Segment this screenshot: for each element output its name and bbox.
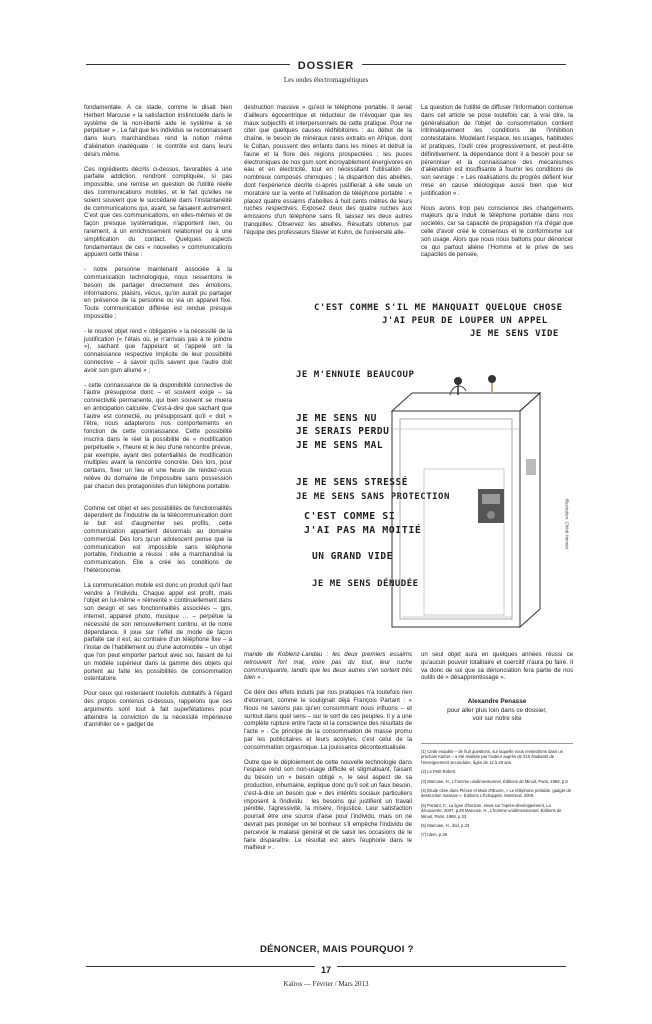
illustration-phrase: JE ME SENS MAL (296, 440, 384, 451)
paragraph: Nous avons trop peu conscience des changements majeurs qu'a induit le téléphone portable dans nos sociétés, car sa capacité de propagation n'a d'égal que celle d'avoir créé le consensus et le conformisme sur son usage. Alors que nous nous battons pour dénoncer ce qui partout aliène l'Homme et le prive de ses capacités de pensée, (421, 204, 573, 259)
author-name: Alexandre Penasse (467, 698, 527, 706)
footnote: (5) Partant, F., La ligne d'horizon, essai sur l'après-développement, La découverte, 2007, p.29 Marcuse, H., L'homme unidimensionnel, Éditions de Minuit, Paris, 1968, p.33 (421, 802, 562, 819)
paragraph: Ce déni des effets induits par nos pratiques n'a toutefois rien d'étonnant, comme le soulignait déjà François Partant : « Nous ne savons pas qu'en consommant nous influons – et surtout dans quel sens – sur le sort de ces peuples. Il y a une complète rupture entre l'acte et la conscience des résultats de l'acte » . Ce principe de la consommation de masse promu par les publicitaires et leurs acolytes, c'est celui de la consommation orgasmique. La jouissance décontextualisée. (244, 689, 412, 751)
illustration-phrase: JE ME SENS DÉNUDÉE (312, 579, 419, 589)
illustration-phrase: UN GRAND VIDE (312, 551, 393, 562)
paragraph: mande de Koblenz-Landau : les deux premiers essaims retrouvent fort mal, voire pas du tout, leur ruche communiquante, tandis que les deux autres s'en sortent très bien » . (244, 651, 412, 682)
page-number: 17 (315, 965, 337, 975)
paragraph: Pour ceux qui resteraient toutefois dubitatifs à l'égard des propos contenus ci-dessus, rappelons que ces arguments sont tout à fait superfétatoires pour atteindre la conviction de la nécessité impérieuse d'annihiler ce « gadget de (84, 690, 232, 729)
section-subheading: DÉNONCER, MAIS POURQUOI ? (260, 944, 414, 955)
illustration-phrase: JE SERAIS PERDU (296, 426, 390, 437)
paragraph: destruction massive » qu'est le téléphone portable. Il serait d'ailleurs égocentrique et réducteur de n'évoquer que les maux subjectifs et interpersonnels de cette pratique. Pour ne citer que quelques causes rédhibitoires : au début de la chaîne, le besoin de minéraux rares extraits en Afrique, dont le Coltan, poussent des enfants dans les mines et détruit la faune et la flore des régions prospectées ; les puces électroniques de nos gsm sont incroyablement énergivores en eau et en électricité, tout en nécessitant l'utilisation de nombreux composés chimiques ; la disparition des abeilles, dont l'expérience décrite ci-après justifierait à elle seule un moratoire sur la vente et l'utilisation de téléphone portable : « placez quatre essaims d'abeilles à huit cents mètres de leurs ruches respectives. Exposez deux des quatre ruches aux émissions d'un téléphone sans fil, laissez les deux autres tranquilles. Observez les abeilles. Résultats obtenus par l'équipe des professeurs Stever et Kuhn, de l'université alle- (244, 104, 412, 236)
paragraph: - notre personne maintenant associée à la communication technologique, nous ressentons le besoin de partager directement des émotions, informations, plaisirs, vécus, qu'on aurait pu partager en présence de la personne ou via un appareil fixe. Toute communication différée est rendue presque impossible ; (84, 266, 232, 320)
paragraph: La question de l'utilité de diffuser l'information contenue dans cet article se pose toutefois car, à vrai dire, la généralisation de l'objet de consommation contient intrinsèquement les conditions de l'inhibition contestataire. Modelant l'espace, les usages, habitudes et pratiques, l'outil crée progressivement, et peut-être définitivement, la dépendance dont il a besoin pour se pérenniser et la connaissance des mécanismes d'aliénation est insuffisante à fournir les conditions de son sevrage : « Les réalisations du progrès défient leur mise en cause idéologique aussi bien que leur justification » . (421, 104, 573, 197)
illustration-phrase: JE M'ENNUIE BEAUCOUP (296, 370, 415, 380)
section-subtitle: Les ondes électromagnétiques (283, 76, 369, 84)
illustration-phrase: JE ME SENS NU (296, 413, 377, 424)
phone-booth-drawing (380, 369, 550, 631)
phone-booth-illustration (284, 299, 572, 651)
signoff-line: pour aller plus loin dans ce dossier, (447, 706, 547, 714)
footnote: (4) Étude citée dans Pièces et Main d'Œuvre, « Le téléphone portable, gadget de destruction massive », Éditions L'Échappée, Montreuil, 2008. (421, 788, 572, 799)
magazine-issue: Kaïros — Février / Mars 2013 (283, 980, 369, 988)
illustration-phrase: C'EST COMME S'IL ME MANQUAIT QUELQUE CHOSE (314, 303, 563, 313)
footnote: (2) Le Petit Robert. (421, 769, 457, 775)
paragraph: La communication mobile est donc un produit qu'il faut vendre à l'individu. Chaque appel est profit, mais l'objet en lui-même « réinventé » continuellement dans son design et ses fonctionnalités associées – gps, internet, appareil photo, musique … – perpétue la nécessité de son renouvellement continu, et de notre dépendance. Il joue sur l'effet de mode de façon parfaite car il est, au contraire d'un téléphone fixe – à l'instar de l'habillement ou d'une automobile – un objet que l'on peut emporter partout avec soi, faisant de lui un modèle supérieur dans la gamme des objets qui portent au faîte les possibilités de consommation ostentatoire. (84, 581, 232, 683)
paragraph: fondamentale. A ce stade, comme le disait bien Herbert Marcuse « la satisfaction instinctuelle dans le système de la non-liberté aide le système à se perpétuer » . Le fait que les individus se reconnaissent dans leurs marchandises rend la notion même d'aliénation inadéquate : le contrôle est dans leurs désirs même. (84, 104, 232, 158)
footnote: (1) Cette enquête – de huit questions, sur laquelle nous reviendrons dans un prochain Kaïros – a été réalisée par l'auteur auprès de 210 étudiants de l'enseignement secondaire, âgés de 12 à 20 ans. (421, 749, 564, 765)
paragraph: Ces ingrédients décrits ci-dessus, favorables à une parfaite addiction, rendront compliquée, si pas impossible, une remise en question de l'utilité réelle des communications mobiles, et le fait qu'elles ne soient souvent que le succédané dans l'instantanéité de communications qui, avant, se faisaient autrement. C'est que ces communications, en elles-mêmes et de façon presque systématique, n'apportent rien, ou rarement, à un enrichissement relationnel ou à une simplification du contact. Quelques aspects fondamentaux de ces « nouvelles » communications appuient cette thèse : (84, 165, 232, 259)
illustration-phrase: J'AI PEUR DE LOUPER UN APPEL (382, 316, 548, 326)
column-2-bottom (244, 651, 412, 859)
illustration-phrase: JE ME SENS STRESSÉ (296, 477, 408, 488)
illustration-phrase: JE ME SENS SANS PROTECTION (296, 492, 450, 502)
column-3 (421, 104, 573, 266)
column-2 (244, 104, 412, 244)
illustration-phrase: J'AI PAS MA MOITIÉ (304, 525, 422, 536)
footnote: (7) Idem, p.36 (421, 832, 448, 838)
footnote: (6) Marcuse, H., ibid, p.33 (421, 823, 470, 829)
page-header (86, 56, 566, 84)
illustration-phrase: JE ME SENS VIDE (470, 329, 559, 339)
paragraph: un seul objet aura en quelques années réussi ce qu'aucun pouvoir totalitaire et coercitif n'aura pu faire. Il va donc de soi que sa dénonciation fera partie de nos outils de « désapprentissage ». (421, 651, 573, 682)
page-footer (86, 960, 566, 988)
footnote: (3) Marcuse, H., L'homme unidimensionnel, Éditions de Minuit, Paris, 1968, p.9 (421, 778, 568, 784)
illustration-credit: Illustration: Chloé Henriet (565, 498, 570, 549)
paragraph: - le nouvel objet rend « obligatoire » la nécessité de la justification (« t'étais où, je n'arrivais pas à te joindre »), sachant que l'appelant et l'appelé ont la connaissance respective implicite de leur possibilité connective – à savoir qu'ils savent que l'autre doit avoir son gsm allumé » ; (84, 327, 232, 374)
illustration-phrase: C'EST COMME SI (304, 511, 396, 522)
section-title: DOSSIER (290, 60, 363, 72)
paragraph: - cette connaissance de la disponibilité connective de l'autre présuppose donc – et souvent exige – sa connectivité permanente, qui bien souvent se muera en anticipation calculée. C'est-à-dire que sachant que l'autre est connecté, ou présupposant qu'il « doit » l'être, nous adapterons nos comportements en fonction de cette connaissance. Cette possibilité inscrira dans le réel la possibilité de « modification perpétuelle », l'heure et le lieu d'une rencontre prévue, par exemple, ayant des potentialités de modification multiples avant la rencontre concrète. Dès lors, pour certains, fixer un lieu et une heure de rendez-vous relève du domaine de l'impossible sans possession par chacun des protagonistes d'un téléphone portable. (84, 381, 232, 490)
column-3-bottom (421, 651, 573, 724)
paragraph: Outre que le déploiement de cette nouvelle technologie dans l'espace rend son non-usage difficile et stigmatisant, faisant du besoin un « besoin obligé », le seul aspect de sa production, inhumaine, explique donc qu'il soit un faux besoin, c'est-à-dire un besoin que « des intérêts sociaux particuliers imposent à l'individu : les besoins qui justifient un travail pénible, l'agressivité, la misère, l'injustice. Leur satisfaction pourrait être une source d'aise pour l'individu, mais on ne devrait pas protéger un tel bonheur s'il empêche l'individu de percevoir le malaise général et de saisir les occasions de le faire disparaître. Le résultat est alors l'euphorie dans le malheur » . (244, 758, 412, 852)
paragraph: Comme cet objet et ses possibilités de fonctionnalités dépendent de l'industrie de la télécommunication dont le but est d'augmenter ses profits, cette communication appartient désormais au domaine commercial. Dès lors qu'un adolescent pense que la communication est impossible sans téléphone portable, l'industrie a réussi : elle a marchandisé la communication. Elle a créé les conditions de l'hétéronomie. (84, 504, 232, 575)
author-signoff (421, 698, 573, 724)
footnotes (421, 743, 573, 842)
signoff-line: voir sur notre site (472, 715, 522, 723)
column-1 (84, 104, 232, 736)
